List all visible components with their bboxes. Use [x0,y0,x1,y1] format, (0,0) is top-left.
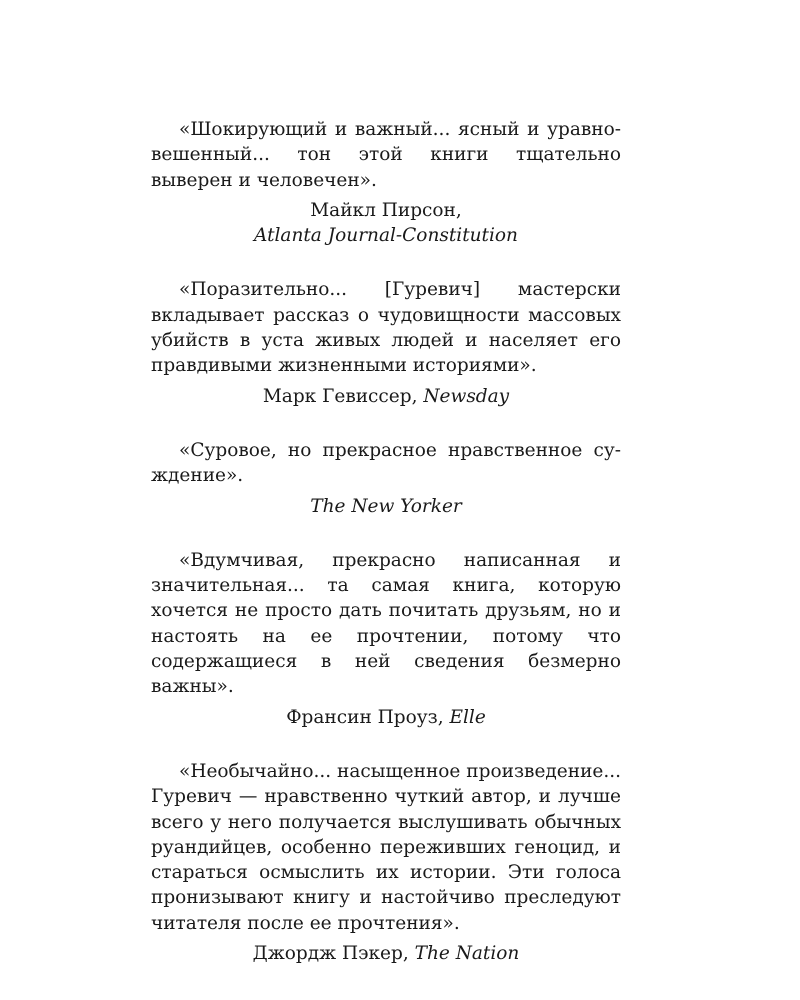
review-source: The Nation [414,943,520,965]
review-author: Франсин Проуз, [286,706,450,728]
praise-page [151,117,621,995]
review-author: Джордж Пэкер, [252,943,415,965]
review-text: «Вдумчивая, прекрасно написанная и значительная... та самая книга, которую хочется не просто дать почитать друзьям, но и настоять на ее прочтении, потому что содержащиеся в ней сведения безмерно важны». [151,549,621,698]
review-quote-3 [151,438,621,519]
review-text: «Суровое, но прекрасное нравственное суждение». [151,439,621,487]
review-source: The New Yorker [310,495,462,517]
review-quote-2 [151,277,621,408]
review-author: Майкл Пирсон, [310,199,462,221]
review-attribution [151,384,621,409]
review-quote-1 [151,117,621,248]
review-attribution [151,941,621,966]
review-attribution [151,494,621,519]
review-quote-4 [151,548,621,730]
review-source: Elle [449,706,486,728]
review-quote-5 [151,759,621,966]
review-text: «Поразительно... [Гуревич] мастерски вкладывает рассказ о чудовищности массовых убийств в уста живых людей и населяет его правдивыми жизненными историями». [151,279,621,377]
review-attribution [151,198,621,249]
review-text: «Необычайно... насыщенное произведение... Гуревич — нравственно чуткий автор, и лучше всего у него получается выслушивать обычных руандийцев, особенно переживших геноцид, и стараться осмыслить их истории. Эти голоса пронизывают книгу и настойчиво преследуют читателя после ее прочтения». [151,760,621,934]
review-text: «Шокирующий и важный... ясный и уравновешенный... тон этой книги тщательно выверен и человечен». [151,119,621,191]
review-source: Newsday [423,385,510,407]
review-source: Atlanta Journal-Constitution [254,225,518,247]
review-author: Марк Гевиссер, [262,385,424,407]
review-attribution [151,705,621,730]
